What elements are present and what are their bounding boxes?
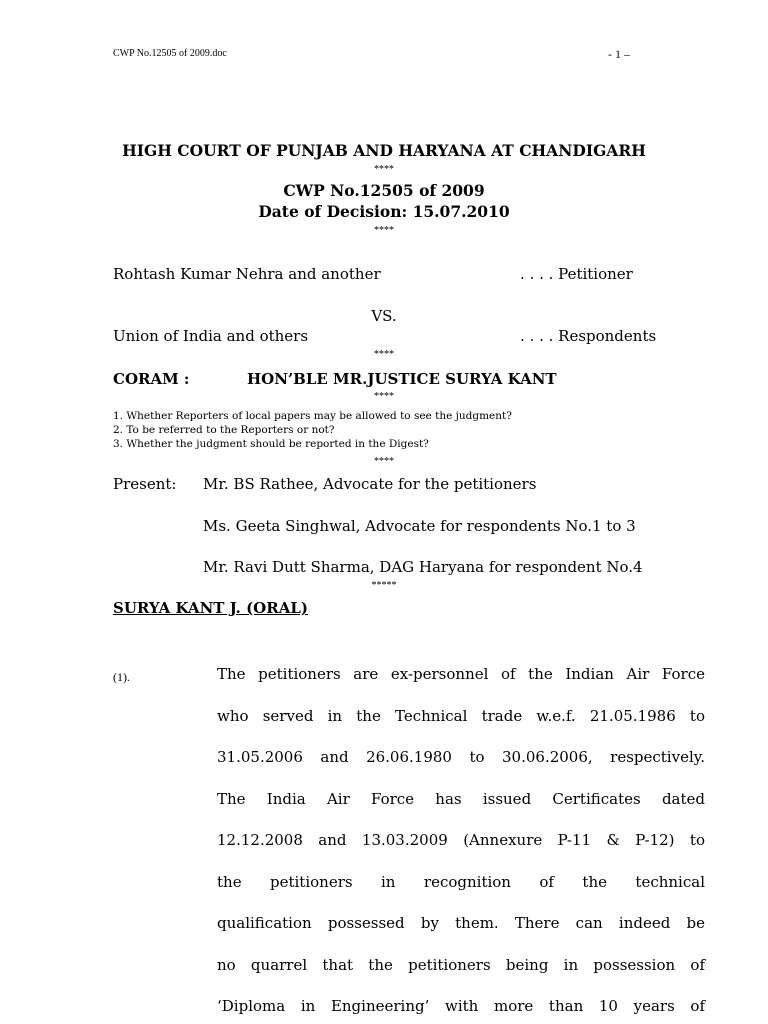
- paragraph-line: no quarrel that the petitioners being in possession of: [217, 956, 705, 974]
- paragraph-line: qualification possessed by them. There can indeed be: [217, 914, 705, 932]
- separator-stars: ****: [374, 391, 394, 402]
- paragraph-line: 12.12.2008 and 13.03.2009 (Annexure P-11 & P-12) to: [217, 831, 705, 849]
- reporter-question: 2. To be referred to the Reporters or not?: [113, 424, 335, 436]
- reporter-question: 1. Whether Reporters of local papers may be allowed to see the judgment?: [113, 410, 512, 422]
- present-label: Present:: [113, 475, 177, 493]
- paragraph-line: who served in the Technical trade w.e.f. 21.05.1986 to: [217, 707, 705, 725]
- court-name: HIGH COURT OF PUNJAB AND HARYANA AT CHANDIGARH: [122, 141, 646, 160]
- counsel-entry: Mr. Ravi Dutt Sharma, DAG Haryana for respondent No.4: [203, 558, 643, 576]
- separator-stars: *****: [371, 580, 397, 591]
- paragraph-line: The petitioners are ex-personnel of the Indian Air Force: [217, 665, 705, 683]
- petitioner-name: Rohtash Kumar Nehra and another: [113, 265, 381, 283]
- page-number: - 1 –: [608, 47, 630, 61]
- reporter-question: 3. Whether the judgment should be reported in the Digest?: [113, 438, 429, 450]
- separator-stars: ****: [374, 456, 394, 467]
- paragraph-line: The India Air Force has issued Certificates dated: [217, 790, 705, 808]
- separator-stars: ****: [374, 225, 394, 236]
- document-file-name: CWP No.12505 of 2009.doc: [113, 48, 227, 59]
- respondent-name: Union of India and others: [113, 327, 309, 345]
- counsel-entry: Ms. Geeta Singhwal, Advocate for respondents No.1 to 3: [203, 517, 636, 535]
- judgment-author: SURYA KANT J. (ORAL): [113, 599, 308, 617]
- paragraph-number: (1).: [113, 670, 130, 684]
- paragraph-line: the petitioners in recognition of the technical: [217, 873, 705, 891]
- counsel-entry: Mr. BS Rathee, Advocate for the petitioners: [203, 475, 537, 493]
- paragraph-line: 31.05.2006 and 26.06.1980 to 30.06.2006, respectively.: [217, 748, 705, 766]
- case-number: CWP No.12505 of 2009: [283, 181, 485, 200]
- respondent-role: . . . . Respondents: [520, 327, 657, 345]
- coram-label: CORAM :: [113, 370, 190, 388]
- separator-stars: ****: [374, 349, 394, 360]
- versus-text: VS.: [371, 307, 397, 325]
- separator-stars: ****: [374, 164, 394, 175]
- decision-date: Date of Decision: 15.07.2010: [258, 202, 510, 221]
- coram-judge: HON’BLE MR.JUSTICE SURYA KANT: [247, 370, 557, 388]
- paragraph-line: ‘Diploma in Engineering’ with more than 10 years of: [217, 997, 705, 1015]
- petitioner-role: . . . . Petitioner: [520, 265, 633, 283]
